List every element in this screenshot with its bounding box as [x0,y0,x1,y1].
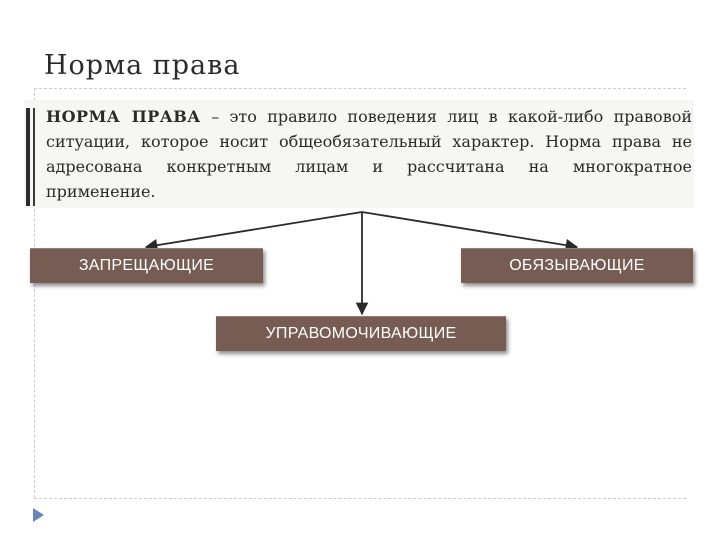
arrow-to-obligating [362,212,577,247]
definition-text: – это правило поведения лиц в какой-либо правовой ситуации, которое носит общеобязательный характер. Норма права не адресована конкретным лицам и рассчитана на многократное применение. [46,107,692,201]
obligating-norms-box: ОБЯЗЫВАЮЩИЕ [461,248,693,283]
arrow-to-prohibiting [146,212,362,247]
definition-term: НОРМА ПРАВА [46,107,201,126]
slide-title: Норма права [44,50,241,81]
empowering-norms-box: УПРАВОМОЧИВАЮЩИЕ [216,316,506,351]
prohibiting-norms-box: ЗАПРЕЩАЮЩИЕ [30,248,263,283]
next-slide-arrow-icon[interactable] [33,508,44,522]
